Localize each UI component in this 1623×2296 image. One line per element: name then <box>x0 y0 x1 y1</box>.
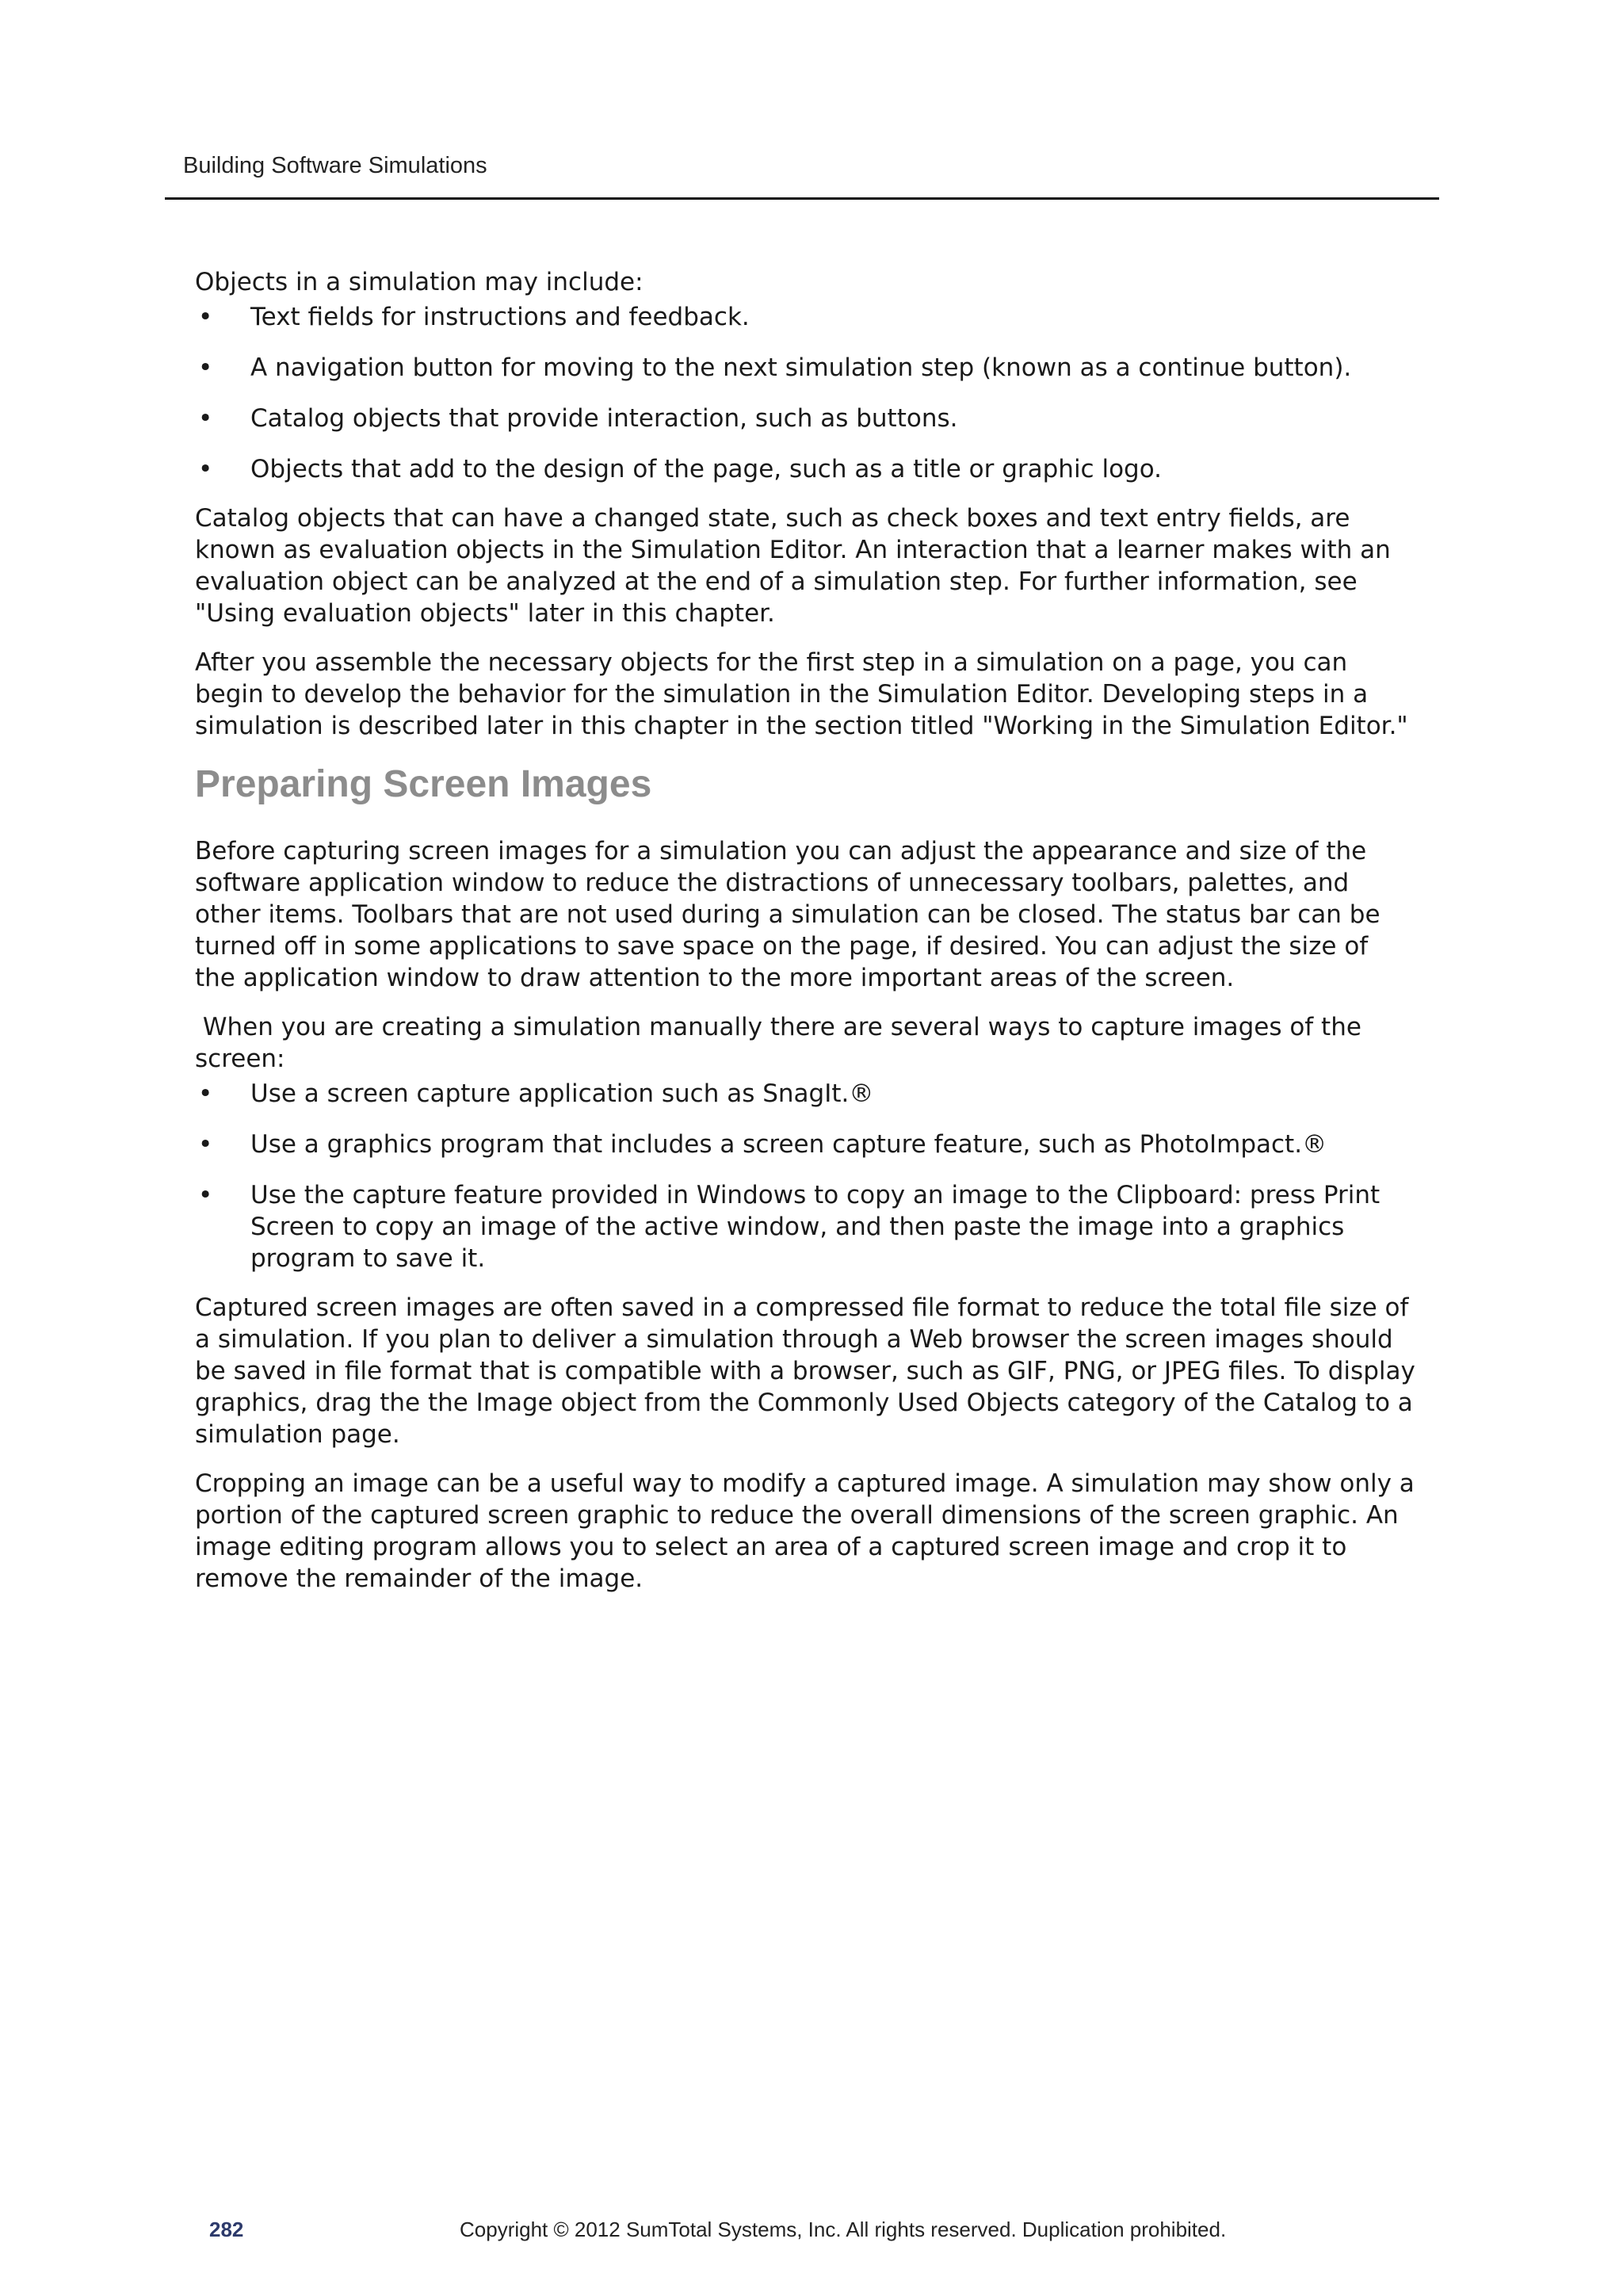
screen-images-paragraph: Before capturing screen images for a simulation you can adjust the appearance and size of the software application window to reduce the distractions of unnecessary toolbars, palettes, and other items. Toolbars that are not used during a simulation can be closed. The status bar can be turned off in some applications to save space on the page, if desired. You can adjust the size of the application window to draw attention to the more important areas of the screen. <box>195 837 1381 992</box>
simulation-editor-paragraph: After you assemble the necessary objects for the first step in a simulation on a page, you can begin to develop the behavior for the simulation in the Simulation Editor. Developing steps in a simulation is described later in this chapter in the section titled "Working in the Simulation Editor." <box>195 648 1408 740</box>
list-item-text: Catalog objects that provide interaction, such as buttons. <box>250 404 958 433</box>
bullet-icon: • <box>198 1079 213 1108</box>
intro-bullet-list <box>195 301 1415 485</box>
list-item <box>195 403 1415 434</box>
list-item-text: Objects that add to the design of the page, such as a title or graphic logo. <box>250 455 1162 483</box>
list-item <box>195 1078 1415 1110</box>
list-item-text: Use the capture feature provided in Windows to copy an image to the Clipboard: press Print Screen to copy an image of the active window, and then paste the image into a graphics program to save it. <box>250 1181 1381 1273</box>
file-format-paragraph: Captured screen images are often saved in a compressed file format to reduce the total file size of a simulation. If you plan to deliver a simulation through a Web browser the screen images should be saved in file format that is compatible with a browser, such as GIF, PNG, or JPEG files. To display graphics, drag the the Image object from the Commonly Used Objects category of the Catalog to a simulation page. <box>195 1293 1415 1449</box>
page-body <box>195 266 1415 1612</box>
bullet-icon: • <box>198 303 213 331</box>
list-item-text: A navigation button for moving to the next simulation step (known as a continue button). <box>250 353 1352 382</box>
list-item-text: Use a screen capture application such as SnagIt.® <box>250 1079 874 1108</box>
list-item <box>195 453 1415 485</box>
running-header: Building Software Simulations <box>183 153 487 178</box>
bullet-icon: • <box>198 353 213 382</box>
page-number: 282 <box>209 2218 244 2241</box>
list-item <box>195 1179 1415 1274</box>
list-item-text: Use a graphics program that includes a screen capture feature, such as PhotoImpact.® <box>250 1130 1327 1159</box>
bullet-icon: • <box>198 1130 213 1159</box>
cropping-paragraph: Cropping an image can be a useful way to modify a captured image. A simulation may show only a portion of the captured screen graphic to reduce the overall dimensions of the screen graphic. An image editing program allows you to select an area of a captured screen image and crop it to remove the remainder of the image. <box>195 1469 1415 1593</box>
list-item <box>195 301 1415 333</box>
bullet-icon: • <box>198 455 213 483</box>
intro-lead: Objects in a simulation may include: <box>195 268 643 296</box>
copyright-notice: Copyright © 2012 SumTotal Systems, Inc. All rights reserved. Duplication prohibited. <box>460 2218 1227 2241</box>
header-rule <box>165 197 1439 200</box>
list-item <box>195 1129 1415 1160</box>
bullet-icon: • <box>198 1181 213 1209</box>
bullet-icon: • <box>198 404 213 433</box>
evaluation-objects-paragraph: Catalog objects that can have a changed state, such as check boxes and text entry fields, are known as evaluation objects in the Simulation Editor. An interaction that a learner makes with an evaluation object can be analyzed at the end of a simulation step. For further information, see "Using evaluation objects" later in this chapter. <box>195 504 1391 628</box>
section-heading: Preparing Screen Images <box>195 763 652 805</box>
list-item <box>195 352 1415 384</box>
capture-methods-lead: When you are creating a simulation manually there are several ways to capture images of the screen: <box>195 1013 1369 1073</box>
capture-methods-list <box>195 1078 1415 1274</box>
list-item-text: Text fields for instructions and feedback. <box>250 303 750 331</box>
